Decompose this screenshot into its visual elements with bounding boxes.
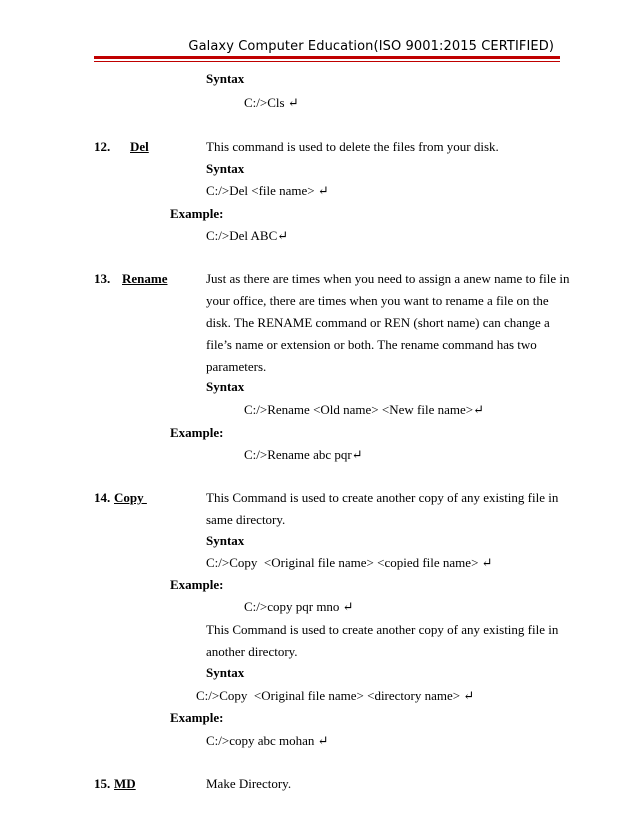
md-name: MD <box>114 776 136 791</box>
page-header <box>0 0 638 66</box>
copy-description-line: same directory. <box>206 512 286 527</box>
header-rule-thick <box>94 56 560 59</box>
copy-syntax: C:/>Copy <Original file name> <copied file name> ↵ <box>206 555 493 570</box>
rename-description-line: parameters. <box>206 359 267 374</box>
rename-name: Rename <box>122 271 168 286</box>
del-example-label: Example: <box>170 206 224 221</box>
copy-syntax-label: Syntax <box>206 533 245 548</box>
rename-example: C:/>Rename abc pqr↵ <box>244 447 363 462</box>
copy-number: 14. <box>94 490 111 505</box>
copy-syntax2-label: Syntax <box>206 665 245 680</box>
rename-description-line: Just as there are times when you need to assign a anew name to file in <box>206 271 570 286</box>
copy-description-line: This Command is used to create another copy of any existing file in <box>206 490 559 505</box>
rename-number: 13. <box>94 271 111 286</box>
del-name: Del <box>130 139 149 154</box>
md-number: 15. <box>94 776 111 791</box>
cls-syntax: C:/>Cls ↵ <box>244 95 299 110</box>
rename-example-label: Example: <box>170 425 224 440</box>
copy-example2-label: Example: <box>170 710 224 725</box>
rename-syntax-label: Syntax <box>206 379 245 394</box>
rename-description-line: disk. The RENAME command or REN (short name) can change a <box>206 315 550 330</box>
header-rule-thin <box>94 61 560 62</box>
copy-description2-line: This Command is used to create another copy of any existing file in <box>206 622 559 637</box>
copy-example2: C:/>copy abc mohan ↵ <box>206 733 329 748</box>
copy-name: Copy <box>114 490 147 505</box>
del-syntax: C:/>Del <file name> ↵ <box>206 183 329 198</box>
del-syntax-label: Syntax <box>206 161 245 176</box>
del-description: This command is used to delete the files from your disk. <box>206 139 499 154</box>
rename-syntax: C:/>Rename <Old name> <New file name>↵ <box>244 402 484 417</box>
del-example: C:/>Del ABC↵ <box>206 228 289 243</box>
copy-description2-line: another directory. <box>206 644 298 659</box>
md-description: Make Directory. <box>206 776 292 791</box>
copy-syntax2: C:/>Copy <Original file name> <directory name> ↵ <box>196 688 475 703</box>
copy-example: C:/>copy pqr mno ↵ <box>244 599 354 614</box>
rename-description-line: your office, there are times when you want to rename a file on the <box>206 293 549 308</box>
del-number: 12. <box>94 139 111 154</box>
header-title: Galaxy Computer Education(ISO 9001:2015 CERTIFIED) <box>188 39 554 54</box>
rename-description-line: file’s name or extension or both. The rename command has two <box>206 337 537 352</box>
cls-syntax-label: Syntax <box>206 71 245 86</box>
copy-example-label: Example: <box>170 577 224 592</box>
